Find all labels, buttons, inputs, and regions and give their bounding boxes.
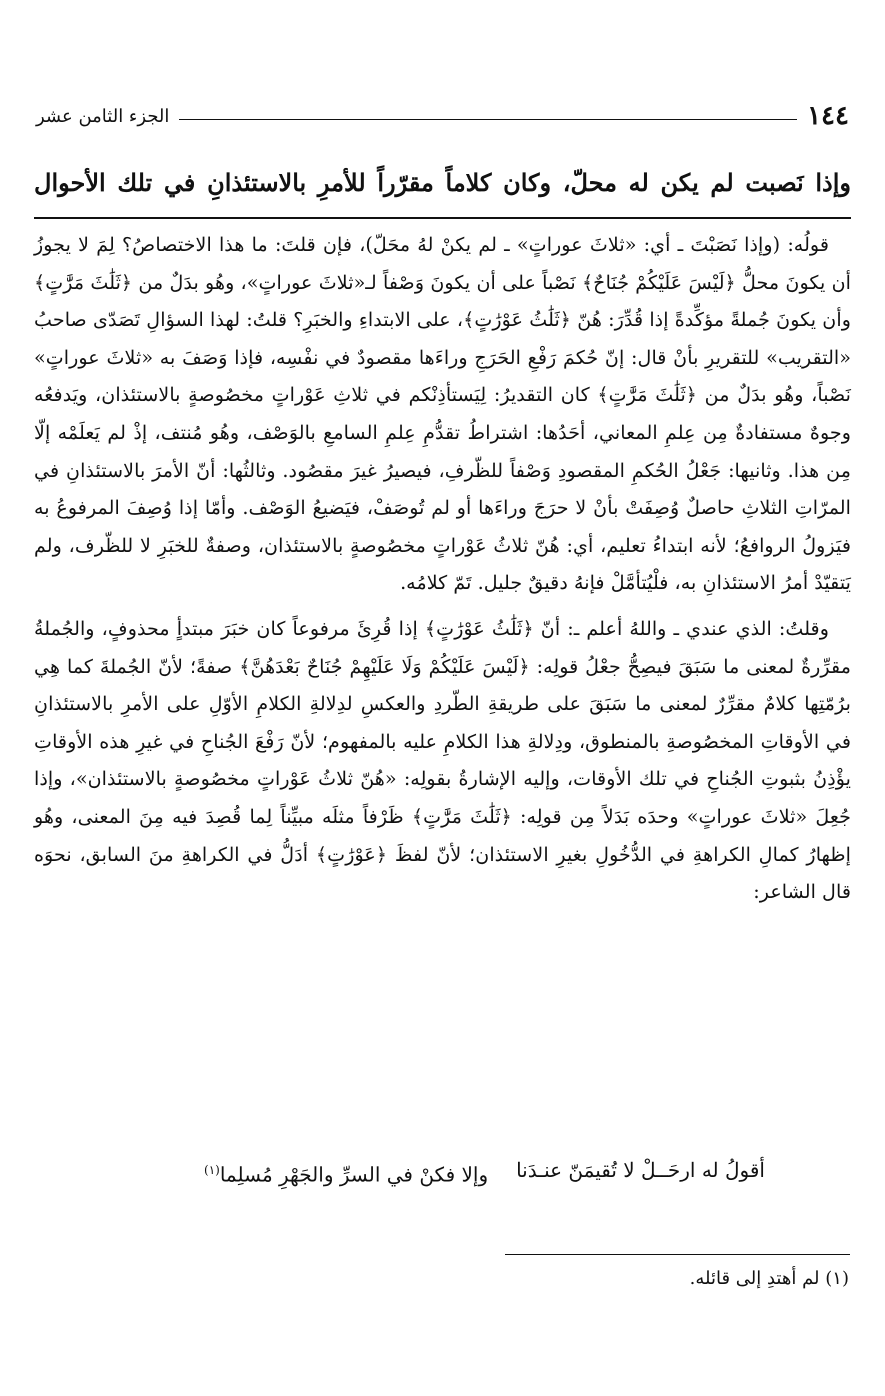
header-rule bbox=[179, 119, 797, 120]
verse-first-hemistich: أقولُ له ارحَــلْ لا تُقيمَنّ عنـدَنا bbox=[516, 1158, 765, 1182]
page-number: ١٤٤ bbox=[807, 101, 849, 131]
volume-title: الجزء الثامن عشر bbox=[36, 105, 170, 127]
commentary-paragraph-2: وقلتُ: الذي عندي ـ واللهُ أعلم ـ: أنّ ﴿ثَلَٰثُ عَوْرَٰتٍ﴾ إذا قُرِئَ مرفوعاً كان خبَرَ مبتدأٍ محذوفٍ، والجُملةُ مقرِّرةٌ لمعنى ما سَبَقَ فيصِحُّ جعْلُ قولِه: ﴿لَيْسَ عَلَيْكُمْ وَلَا عَلَيْهِمْ جُنَاحٌ بَعْدَهُنَّ﴾ صفةً؛ لأنّ الجُملةَ كما هِي برُمّتِها كلامٌ مقرِّرٌ لمعنى ما سَبَقَ على طريقةِ الطّردِ والعكسِ لدِلالةِ الكلامِ الأوّلِ على الأمرِ بالاستئذانِ في الأوقاتِ المخصُوصةِ بالمنطوق، ودِلالةِ هذا الكلامِ عليه بالمفهوم؛ لأنّ رَفْعَ الجُناحِ في غيرِ هذه الأوقاتِ يؤْذِنُ بثبوتِ الجُناحِ في تلك الأوقات، وإليه الإشارةُ بقولِه: «هُنّ ثلاثُ عَوْراتٍ مخصُوصةٍ بالاستئذان»، وإذا جُعِلَ «ثلاثَ عوراتٍ» وحدَه بَدَلاً مِن قولِه: ﴿ثَلَٰثَ مَرَّٰتٍ﴾ ظَرْفاً مثلَه مبيِّناً لِما قُصِدَ فيه مِنَ المعنى، وهُو إظهارُ كمالِ الكراهةِ في الدُّخُولِ بغيرِ الاستئذان؛ لأنّ لفظَ ﴿عَوْرَٰتٍ﴾ أدَلُّ في الكراهةِ منَ السابق، نحوَه قال الشاعر: bbox=[34, 616, 851, 904]
main-text-rule bbox=[34, 217, 851, 219]
verse-second-hemistich bbox=[204, 1150, 488, 1195]
main-text-line: وإذا نَصبت لم يكن له محلّ، وكان كلاماً مقرّراً للأمرِ بالاستئذانِ في تلك الأحوال bbox=[34, 168, 851, 197]
footnote-rule bbox=[505, 1254, 850, 1255]
poetry-verse bbox=[34, 1150, 851, 1190]
footnote: (١) لم أهتدِ إلى قائله. bbox=[689, 1268, 849, 1289]
footnote-marker: (١) bbox=[204, 1163, 220, 1177]
commentary-paragraph-1: قولُه: (وإذا نَصَبْتَ ـ أي: «ثلاثَ عوراتٍ» ـ لم يكنْ لهُ محَلّ)، فإن قلتَ: ما هذا الاختصاصُ؟ لِمَ لا يجوزُ أن يكونَ محلُّ ﴿لَيْسَ عَلَيْكُمْ جُنَاحٌ﴾ نَصْباً على أن يكونَ وَصْفاً لـ«ثلاثَ عوراتٍ»، وهُو بدَلٌ من ﴿ثَلَٰثَ مَرَّٰتٍ﴾ وأن يكونَ جُملةً مؤكِّدةً إذا قُدِّرَ: هُنّ ﴿ثَلَٰثُ عَوْرَٰتٍ﴾، على الابتداءِ والخبَرِ؟ قلتُ: لهذا السؤالِ تَصَدّى صاحبُ «التقريب» للتقريرِ بأنْ قال: إنّ حُكمَ رَفْعِ الحَرَجِ وراءَها مقصودٌ في نفْسِه، فإذا وَصَفَ به «ثلاثَ عوراتٍ» نَصْباً، وهُو بدَلٌ من ﴿ثَلَٰثَ مَرَّٰتٍ﴾ كان التقديرُ: لِيَستأذِنْكم في ثلاثِ عَوْراتٍ مخصُوصةٍ بالاستئذان، ويَدفعُه وجوهٌ مستفادةٌ مِن عِلمِ المعاني، أحَدُها: اشتراطُ تقدُّمِ عِلمِ السامعِ بالوَصْف، وهُو مُنتف، إذْ لم يَعلَمْه إلّا مِن هذا. وثانيها: جَعْلُ الحُكمِ المقصودِ وَصْفاً للظّرفِ، فيصيرُ غيرَ مقصُود. وثالثُها: أنّ الأمرَ بالاستئذانِ في المرّاتِ الثلاثِ حاصلٌ وُصِفَتْ بأنْ لا حرَجَ وراءَها أو لم تُوصَفْ، فيَضيعُ الوَصْف. وأمّا إذا وُصِفَ المرفوعُ به فيَزولُ الروافعُ؛ لأنه ابتداءُ تعليم، أي: هُنّ ثلاثُ عَوْراتٍ مخصُوصةٍ بالاستئذان، وصفةٌ للخبَرِ لا للظّرف، ولم يَتقيّدْ أمرُ الاستئذانِ به، فلْيُتأمَّلْ فإنهُ دقيقٌ جليل. تَمّ كلامُه. bbox=[34, 233, 851, 595]
verse-second-hemistich-text: وإلا فكنْ في السرِّ والجَهْرِ مُسلِما bbox=[219, 1162, 489, 1187]
running-header bbox=[36, 96, 849, 136]
commentary bbox=[34, 226, 851, 911]
